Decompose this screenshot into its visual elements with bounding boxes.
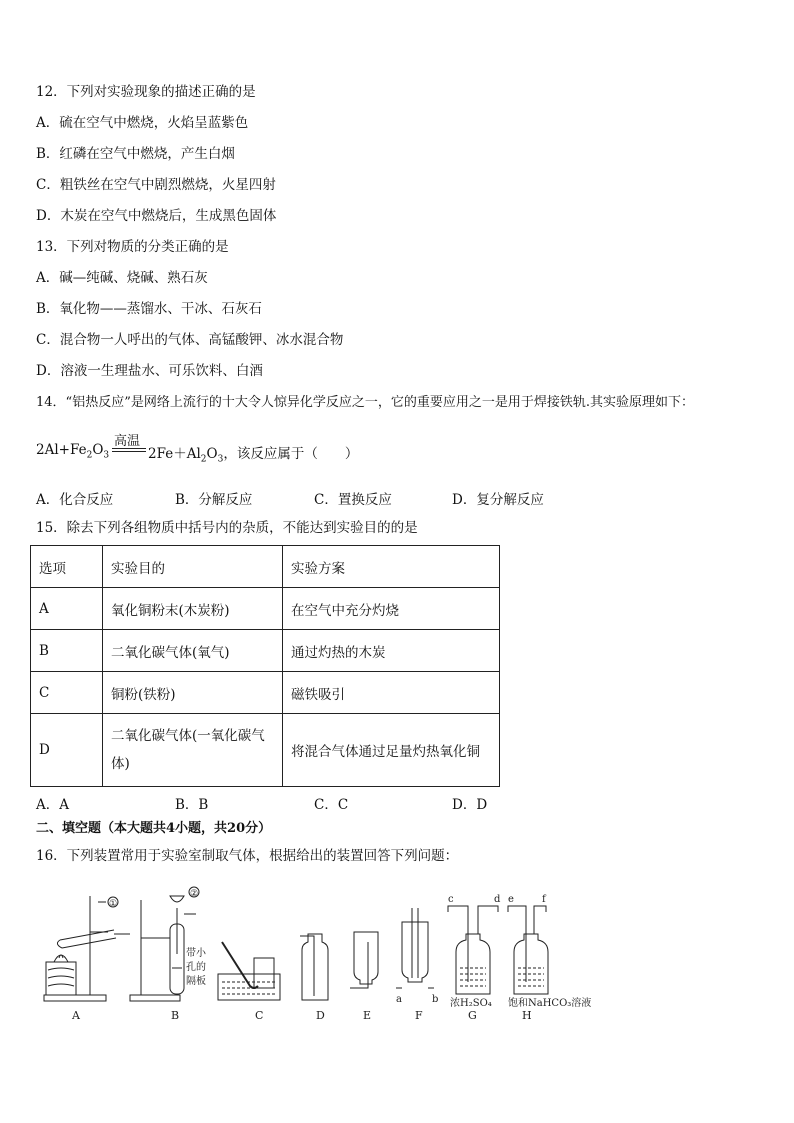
q14-option-d: D．复分解反应 — [452, 492, 544, 508]
table-cell: 铜粉(铁粉) — [103, 672, 283, 714]
q15-options — [36, 793, 596, 811]
q14-equation — [36, 430, 436, 464]
q13-option-d: D．溶液一生理盐水、可乐饮料、白酒 — [36, 363, 263, 379]
port-b: b — [432, 994, 439, 1005]
separator-note: 孔的 — [186, 962, 206, 973]
q15-table — [30, 545, 500, 787]
label-b: B — [171, 1009, 180, 1022]
q15-option-a: A．A — [36, 797, 69, 813]
label-g: G — [468, 1009, 477, 1022]
apparatus-figure — [38, 882, 598, 1027]
table-cell: 磁铁吸引 — [283, 672, 500, 714]
table-cell: C — [31, 672, 103, 714]
table-row — [31, 630, 500, 672]
q16-stem: 16．下列装置常用于实验室制取气体，根据给出的装置回答下列问题： — [36, 848, 459, 864]
table-cell: A — [31, 588, 103, 630]
port-c: c — [448, 894, 454, 905]
q13-option-a: A．碱—纯碱、烧碱、熟石灰 — [36, 270, 208, 286]
g-reagent: 浓H₂SO₄ — [450, 998, 492, 1009]
separator-note: 带小 — [186, 948, 206, 959]
q15-stem: 15．除去下列各组物质中括号内的杂质，不能达到实验目的的是 — [36, 520, 418, 536]
q13-stem: 13．下列对物质的分类正确的是 — [36, 239, 229, 255]
port-f: f — [542, 894, 546, 905]
q14-option-c: C．置换反应 — [314, 492, 392, 508]
apparatus-h — [508, 894, 591, 1022]
section-heading: 二、填空题（本大题共4小题，共20分） — [36, 821, 272, 836]
port-d: d — [494, 894, 501, 905]
equation-reactants: $2Al+Fe_2O_3$ — [36, 442, 110, 461]
marker-1: ① — [109, 899, 118, 909]
q14-option-a: A．化合反应 — [36, 492, 114, 508]
label-d: D — [316, 1009, 325, 1022]
table-cell: 将混合气体通过足量灼热氧化铜 — [283, 714, 500, 787]
label-h: H — [522, 1009, 532, 1022]
q15-option-c: C．C — [314, 797, 349, 813]
q14-options — [36, 488, 596, 506]
apparatus-g — [448, 894, 501, 1022]
port-e: e — [508, 894, 514, 905]
table-cell: 在空气中充分灼烧 — [283, 588, 500, 630]
q12-option-a: A．硫在空气中燃烧，火焰呈蓝紫色 — [36, 115, 249, 131]
table-cell: 二氧化碳气体(一氧化碳气体) — [103, 714, 283, 787]
label-a: A — [72, 1009, 80, 1022]
table-cell: D — [31, 714, 103, 787]
table-cell: 通过灼热的木炭 — [283, 630, 500, 672]
q12-option-c: C．粗铁丝在空气中剧烈燃烧，火星四射 — [36, 177, 276, 193]
apparatus-f — [396, 908, 438, 1022]
table-row — [31, 672, 500, 714]
apparatus-c — [218, 942, 280, 1022]
label-c: C — [255, 1009, 264, 1022]
table-header-row — [31, 546, 500, 588]
table-row — [31, 588, 500, 630]
q12-stem: 12．下列对实验现象的描述正确的是 — [36, 84, 256, 100]
table-row — [31, 714, 500, 787]
table-cell: 氧化铜粉末(木炭粉) — [103, 588, 283, 630]
table-cell: 二氧化碳气体(氧气) — [103, 630, 283, 672]
apparatus-d — [300, 934, 328, 1022]
q13-option-c: C．混合物一人呼出的气体、高锰酸钾、冰水混合物 — [36, 332, 344, 348]
equals-bar-top — [112, 448, 146, 449]
apparatus-b — [130, 887, 207, 1022]
q14-option-b: B．分解反应 — [175, 492, 253, 508]
table-header: 实验方案 — [283, 546, 500, 588]
q12-option-b: B．红磷在空气中燃烧，产生白烟 — [36, 146, 235, 162]
port-a: a — [396, 994, 402, 1005]
reaction-condition: 高温 — [114, 434, 141, 449]
apparatus-e — [350, 932, 378, 1022]
q15-option-d: D．D — [452, 797, 488, 813]
q14-stem: 14．“铝热反应”是网络上流行的十大令人惊异化学反应之一，它的重要应用之一是用于焊接铁轨.其实验原理如下： — [36, 395, 694, 410]
q13-option-b: B．氧化物——蒸馏水、干冰、石灰石 — [36, 301, 262, 317]
label-e: E — [363, 1009, 372, 1022]
equation-products: $2Fe+Al_2O_3$，该反应属于（ ） — [148, 446, 359, 465]
h-reagent: 饱和NaHCO₃溶液 — [508, 998, 592, 1009]
separator-note: 隔板 — [186, 976, 206, 987]
q15-option-b: B．B — [175, 797, 209, 813]
marker-2: ② — [190, 889, 199, 899]
label-f: F — [415, 1009, 423, 1022]
q12-option-d: D．木炭在空气中燃烧后，生成黑色固体 — [36, 208, 277, 224]
table-header: 实验目的 — [103, 546, 283, 588]
apparatus-a — [44, 896, 130, 1022]
table-cell: B — [31, 630, 103, 672]
table-header: 选项 — [31, 546, 103, 588]
equals-bar-bottom — [112, 451, 146, 452]
